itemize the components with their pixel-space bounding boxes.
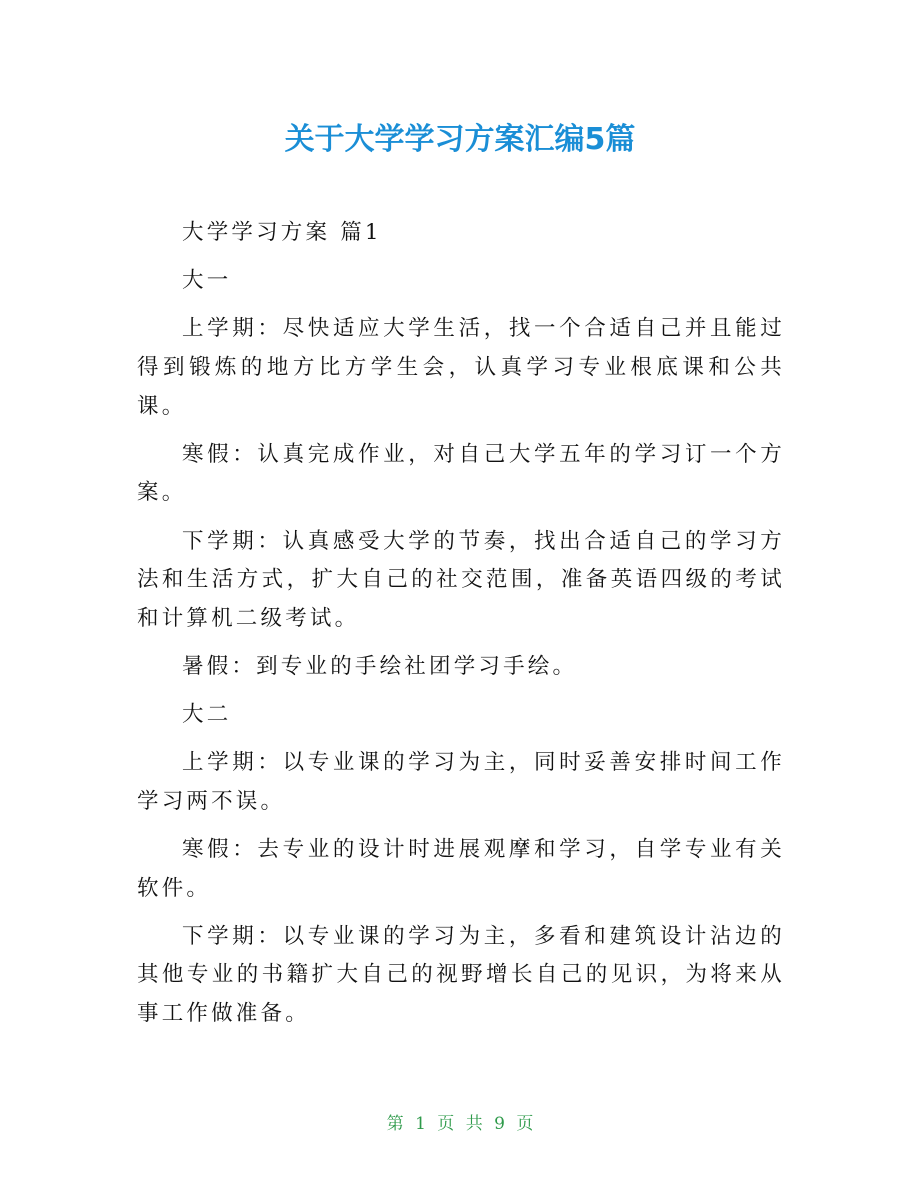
- body-paragraph: 上学期：尽快适应大学生活，找一个合适自己并且能过得到锻炼的地方比方学生会，认真学习专业根底课和公共课。: [137, 316, 785, 419]
- body-paragraph: 上学期：以专业课的学习为主，同时妥善安排时间工作学习两不误。: [137, 750, 785, 814]
- body-paragraph: 下学期：以专业课的学习为主，多看和建筑设计沾边的其他专业的书籍扩大自己的视野增长自己的见识，为将来从事工作做准备。: [137, 923, 785, 1027]
- document-body: [137, 214, 785, 1043]
- body-paragraph: 下学期：认真感受大学的节奏，找出合适自己的学习方法和生活方式，扩大自己的社交范围，准备英语四级的考试和计算机二级考试。: [137, 528, 785, 631]
- page-number-footer: 第 1 页 共 9 页: [386, 1114, 534, 1134]
- section-heading: 大学学习方案 篇1: [182, 220, 382, 245]
- body-paragraph: 寒假：认真完成作业，对自己大学五年的学习订一个方案。: [137, 441, 785, 506]
- year-heading: 大二: [182, 702, 232, 728]
- document-title: 关于大学学习方案汇编5篇: [284, 122, 636, 157]
- body-paragraph: 暑假：到专业的手绘社团学习手绘。: [182, 653, 578, 679]
- year-heading: 大一: [182, 268, 232, 294]
- body-paragraph: 寒假：去专业的设计时进展观摩和学习，自学专业有关软件。: [137, 837, 785, 901]
